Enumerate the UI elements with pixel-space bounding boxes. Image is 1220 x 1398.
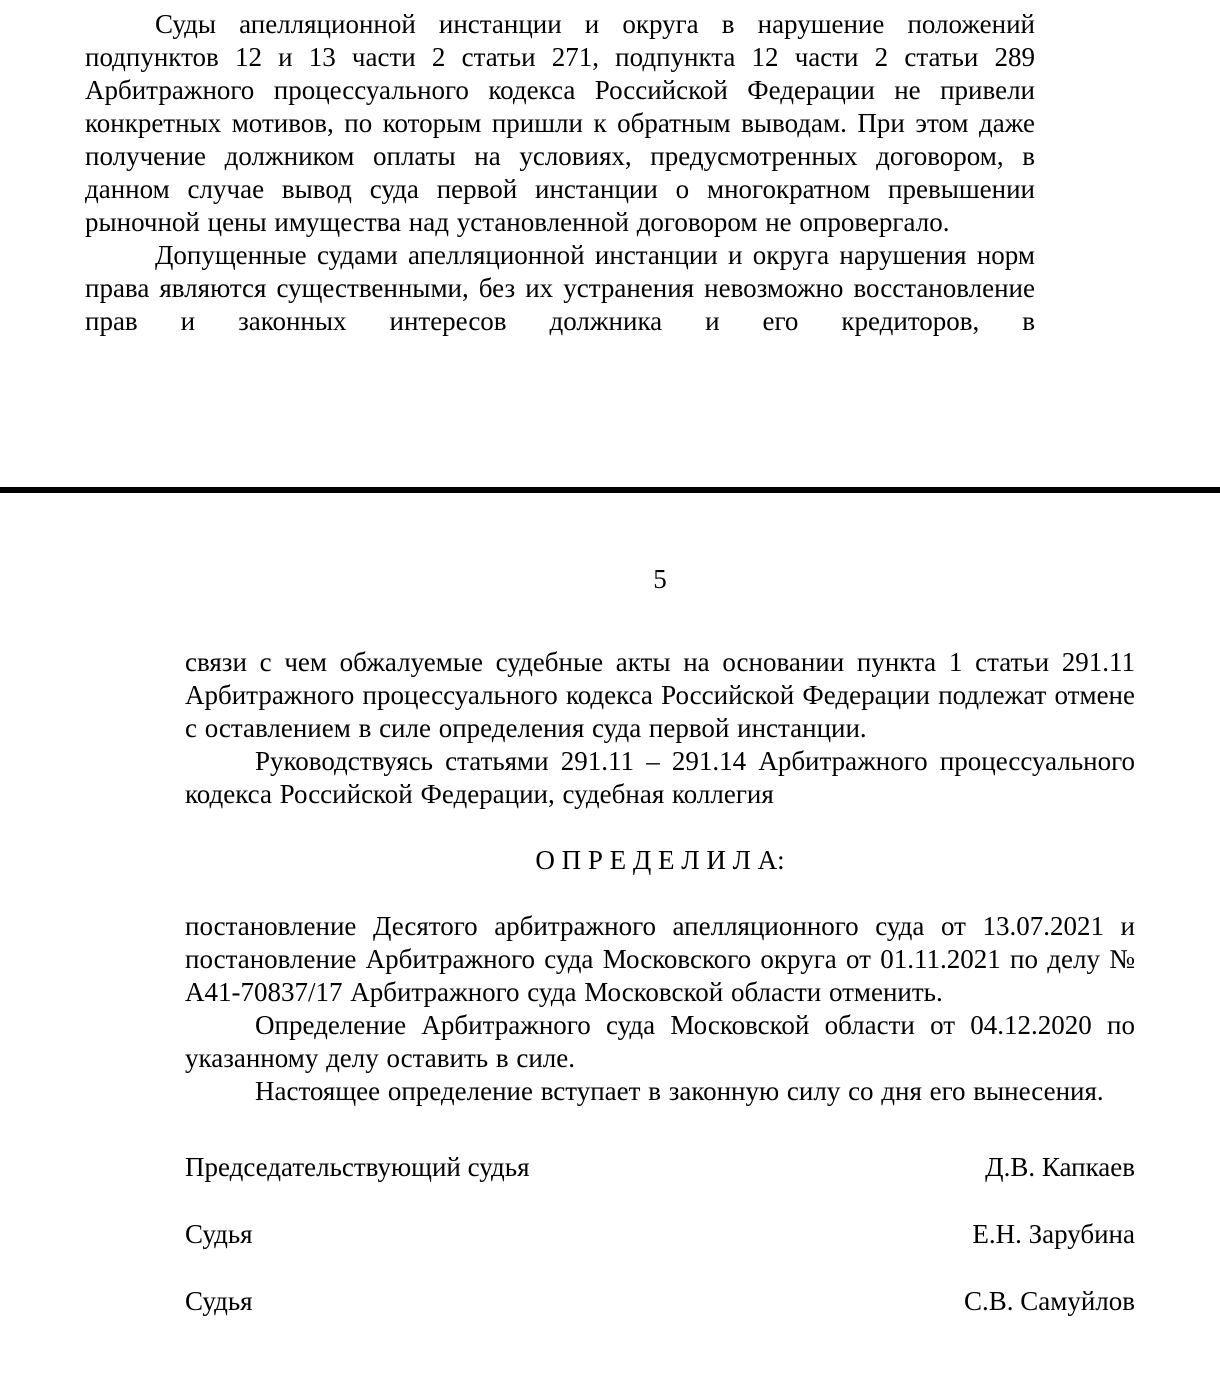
page5-paragraph-rukovodstvuyas: Руководствуясь статьями 291.11 – 291.14 Арбитражного процессуального кодекса Российской Федерации, судебная коллегия [185, 746, 1135, 809]
page5-text-block [185, 646, 1135, 1318]
signatures-block [185, 1151, 1135, 1318]
page4-paragraph-1: Суды апелляционной инстанции и округа в нарушение положений подпунктов 12 и 13 части 2 статьи 271, подпункта 12 части 2 статьи 289 Арбитражного процессуального кодекса Российской Федерации не привели конкретных мотивов, по которым пришли к обратным выводам. При этом даже получение должником оплаты на условиях, предусмотренных договором, в данном случае вывод суда первой инстанции о многократном превышении рыночной цены имущества над установленной договором не опровергало. [85, 9, 1035, 237]
page4-text-block [85, 0, 1035, 487]
ruling-heading: О П Р Е Д Е Л И Л А: [535, 845, 785, 875]
page4-paragraph-2: Допущенные судами апелляционной инстанции и округа нарушения норм права являются существенными, без их устранения невозможно восстановление прав и законных интересов должника и его кредиторов, в [85, 240, 1035, 336]
page5-paragraph-continuation: связи с чем обжалуемые судебные акты на основании пункта 1 статьи 291.11 Арбитражного процессуального кодекса Российской Федерации подлежат отмене с оставлением в силе определения суда первой инстанции. [185, 647, 1135, 743]
ruling-paragraph-2: Определение Арбитражного суда Московской области от 04.12.2020 по указанному делу оставить в силе. [185, 1010, 1135, 1073]
page-number: 5 [653, 564, 667, 594]
ruling-paragraph-3: Настоящее определение вступает в законную силу со дня его вынесения. [255, 1076, 1104, 1106]
signature-name: Е.Н. Зарубина [972, 1219, 1135, 1249]
signature-name: С.В. Самуйлов [963, 1286, 1135, 1316]
signature-row-judge-2 [185, 1285, 1135, 1318]
signature-role: Судья [185, 1286, 253, 1316]
signature-row-presiding [185, 1151, 1135, 1184]
ruling-paragraph-1: постановление Десятого арбитражного апелляционного суда от 13.07.2021 и постановление Арбитражного суда Московского округа от 01.11.2021 по делу № А41-70837/17 Арбитражного суда Московской области отменить. [185, 911, 1135, 1007]
signature-name: Д.В. Капкаев [985, 1152, 1135, 1182]
page-divider [0, 487, 1220, 493]
signature-role: Председательствующий судья [185, 1152, 530, 1182]
signature-role: Судья [185, 1219, 253, 1249]
signature-row-judge-1 [185, 1218, 1135, 1251]
